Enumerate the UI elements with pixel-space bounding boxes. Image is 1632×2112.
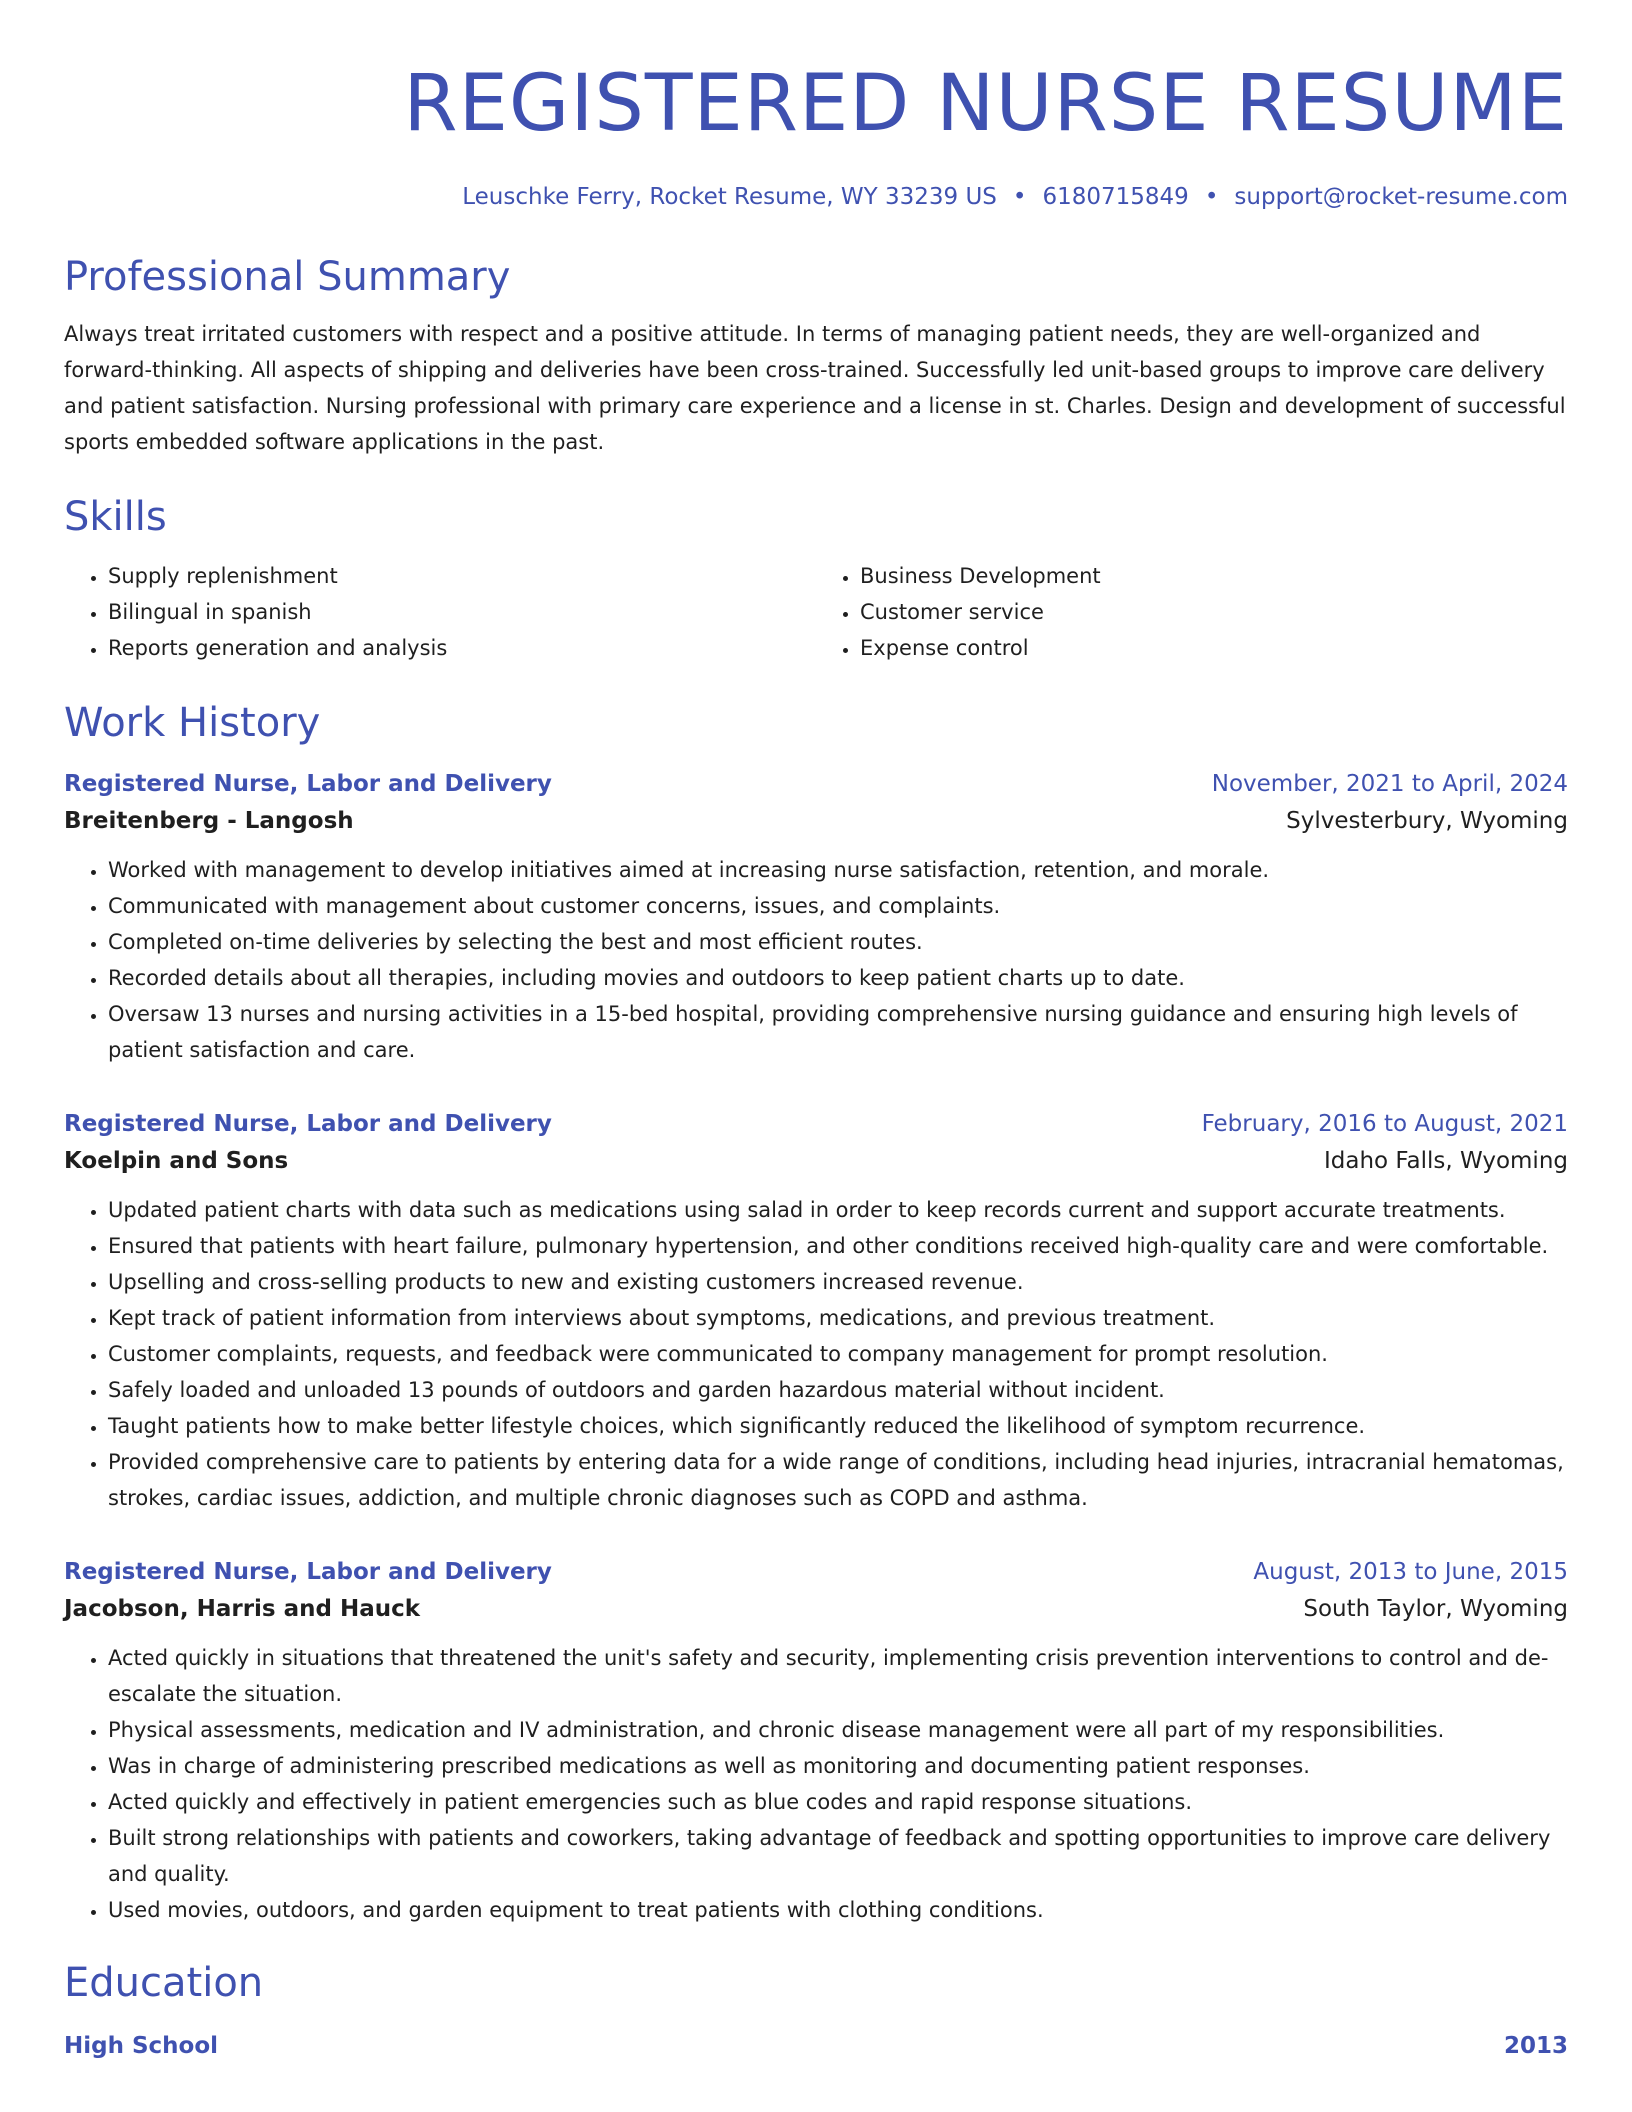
job-company: Jacobson, Harris and Hauck	[64, 1596, 421, 1622]
job-bullet: • Oversaw 13 nurses and nursing activities in a 15-bed hospital, providing comprehensive nursing guidance and ensuring high levels of patient satisfaction and care.	[108, 996, 1568, 1068]
education-name: High School	[64, 2033, 219, 2059]
job-entry	[64, 766, 1568, 1068]
job-entry	[64, 1106, 1568, 1516]
job-subheader	[64, 1142, 1568, 1180]
job-subheader	[64, 1590, 1568, 1628]
job-dates: February, 2016 to August, 2021	[1201, 1111, 1568, 1137]
job-bullet: • Used movies, outdoors, and garden equipment to treat patients with clothing conditions.	[108, 1892, 1568, 1928]
contact-line	[64, 182, 1568, 212]
skills-heading: Skills	[64, 494, 167, 540]
skills-section	[64, 492, 1568, 666]
skills-list-left	[64, 558, 816, 666]
job-title: Registered Nurse, Labor and Delivery	[64, 1111, 552, 1137]
job-bullets	[64, 852, 1568, 1068]
work-history-section	[64, 698, 1568, 1928]
job-title: Registered Nurse, Labor and Delivery	[64, 771, 552, 797]
job-bullet: • Was in charge of administering prescribed medications as well as monitoring and documenting patient responses.	[108, 1748, 1568, 1784]
job-subheader	[64, 802, 1568, 840]
summary-heading: Professional Summary	[64, 254, 511, 300]
contact-email: support@rocket-resume.com	[1234, 184, 1568, 210]
job-header	[64, 766, 1568, 802]
education-heading: Education	[64, 1960, 264, 2006]
job-bullet: • Recorded details about all therapies, including movies and outdoors to keep patient charts up to date.	[108, 960, 1568, 996]
job-bullet: • Kept track of patient information from interviews about symptoms, medications, and previous treatment.	[108, 1300, 1568, 1336]
job-company: Koelpin and Sons	[64, 1148, 289, 1174]
job-bullet: • Upselling and cross-selling products to new and existing customers increased revenue.	[108, 1264, 1568, 1300]
job-location: Sylvesterbury, Wyoming	[1286, 808, 1568, 834]
education-entry	[64, 2028, 1568, 2064]
job-bullet: • Taught patients how to make better lifestyle choices, which significantly reduced the likelihood of symptom recurrence.	[108, 1408, 1568, 1444]
summary-text: Always treat irritated customers with respect and a positive attitude. In terms of managing patient needs, they are well-organized and forward-thinking. All aspects of shipping and deliveries have been cross-trained. Successfully led unit-based groups to improve care delivery and patient satisfaction. Nursing professional with primary care experience and a license in st. Charles. Design and development of successful sports embedded software applications in the past.	[64, 322, 1566, 454]
job-dates: November, 2021 to April, 2024	[1211, 771, 1568, 797]
job-bullet: • Physical assessments, medication and IV administration, and chronic disease management were all part of my responsibilities.	[108, 1712, 1568, 1748]
job-bullets	[64, 1640, 1568, 1928]
skill-item: • Reports generation and analysis	[108, 630, 816, 666]
job-bullet: • Updated patient charts with data such as medications using salad in order to keep records current and support accurate treatments.	[108, 1192, 1568, 1228]
job-bullet: • Safely loaded and unloaded 13 pounds of outdoors and garden hazardous material without incident.	[108, 1372, 1568, 1408]
contact-address: Leuschke Ferry, Rocket Resume, WY 33239 US	[462, 184, 997, 210]
education-year: 2013	[1503, 2033, 1568, 2059]
job-header	[64, 1106, 1568, 1142]
job-bullet: • Worked with management to develop initiatives aimed at increasing nurse satisfaction, retention, and morale.	[108, 852, 1568, 888]
job-location: South Taylor, Wyoming	[1303, 1596, 1568, 1622]
job-bullet: • Communicated with management about customer concerns, issues, and complaints.	[108, 888, 1568, 924]
job-dates: August, 2013 to June, 2015	[1253, 1559, 1568, 1585]
work-history-heading: Work History	[64, 700, 321, 746]
job-header	[64, 1554, 1568, 1590]
job-bullet: • Acted quickly and effectively in patient emergencies such as blue codes and rapid response situations.	[108, 1784, 1568, 1820]
contact-phone: 6180715849	[1042, 184, 1189, 210]
summary-section	[64, 252, 1568, 460]
job-bullet: • Ensured that patients with heart failure, pulmonary hypertension, and other conditions received high-quality care and were comfortable.	[108, 1228, 1568, 1264]
skill-item: • Customer service	[860, 594, 1568, 630]
education-section	[64, 1958, 1568, 2064]
skills-grid	[64, 558, 1568, 666]
job-entry	[64, 1554, 1568, 1928]
contact-separator: •	[1012, 184, 1027, 210]
contact-separator: •	[1204, 184, 1219, 210]
job-location: Idaho Falls, Wyoming	[1323, 1148, 1568, 1174]
resume-title: REGISTERED NURSE RESUME	[403, 59, 1568, 149]
job-bullet: • Completed on-time deliveries by selecting the best and most efficient routes.	[108, 924, 1568, 960]
job-bullet: • Built strong relationships with patients and coworkers, taking advantage of feedback and spotting opportunities to improve care delivery and quality.	[108, 1820, 1568, 1892]
skill-item: • Business Development	[860, 558, 1568, 594]
skills-list-right	[816, 558, 1568, 666]
skill-item: • Bilingual in spanish	[108, 594, 816, 630]
job-title: Registered Nurse, Labor and Delivery	[64, 1559, 552, 1585]
job-bullet: • Customer complaints, requests, and feedback were communicated to company management for prompt resolution.	[108, 1336, 1568, 1372]
skill-item: • Expense control	[860, 630, 1568, 666]
job-bullets	[64, 1192, 1568, 1516]
job-company: Breitenberg - Langosh	[64, 808, 354, 834]
job-bullet: • Acted quickly in situations that threatened the unit's safety and security, implementing crisis prevention interventions to control and de-escalate the situation.	[108, 1640, 1568, 1712]
job-bullet: • Provided comprehensive care to patients by entering data for a wide range of conditions, including head injuries, intracranial hematomas, strokes, cardiac issues, addiction, and multiple chronic diagnoses such as COPD and asthma.	[108, 1444, 1568, 1516]
skill-item: • Supply replenishment	[108, 558, 816, 594]
